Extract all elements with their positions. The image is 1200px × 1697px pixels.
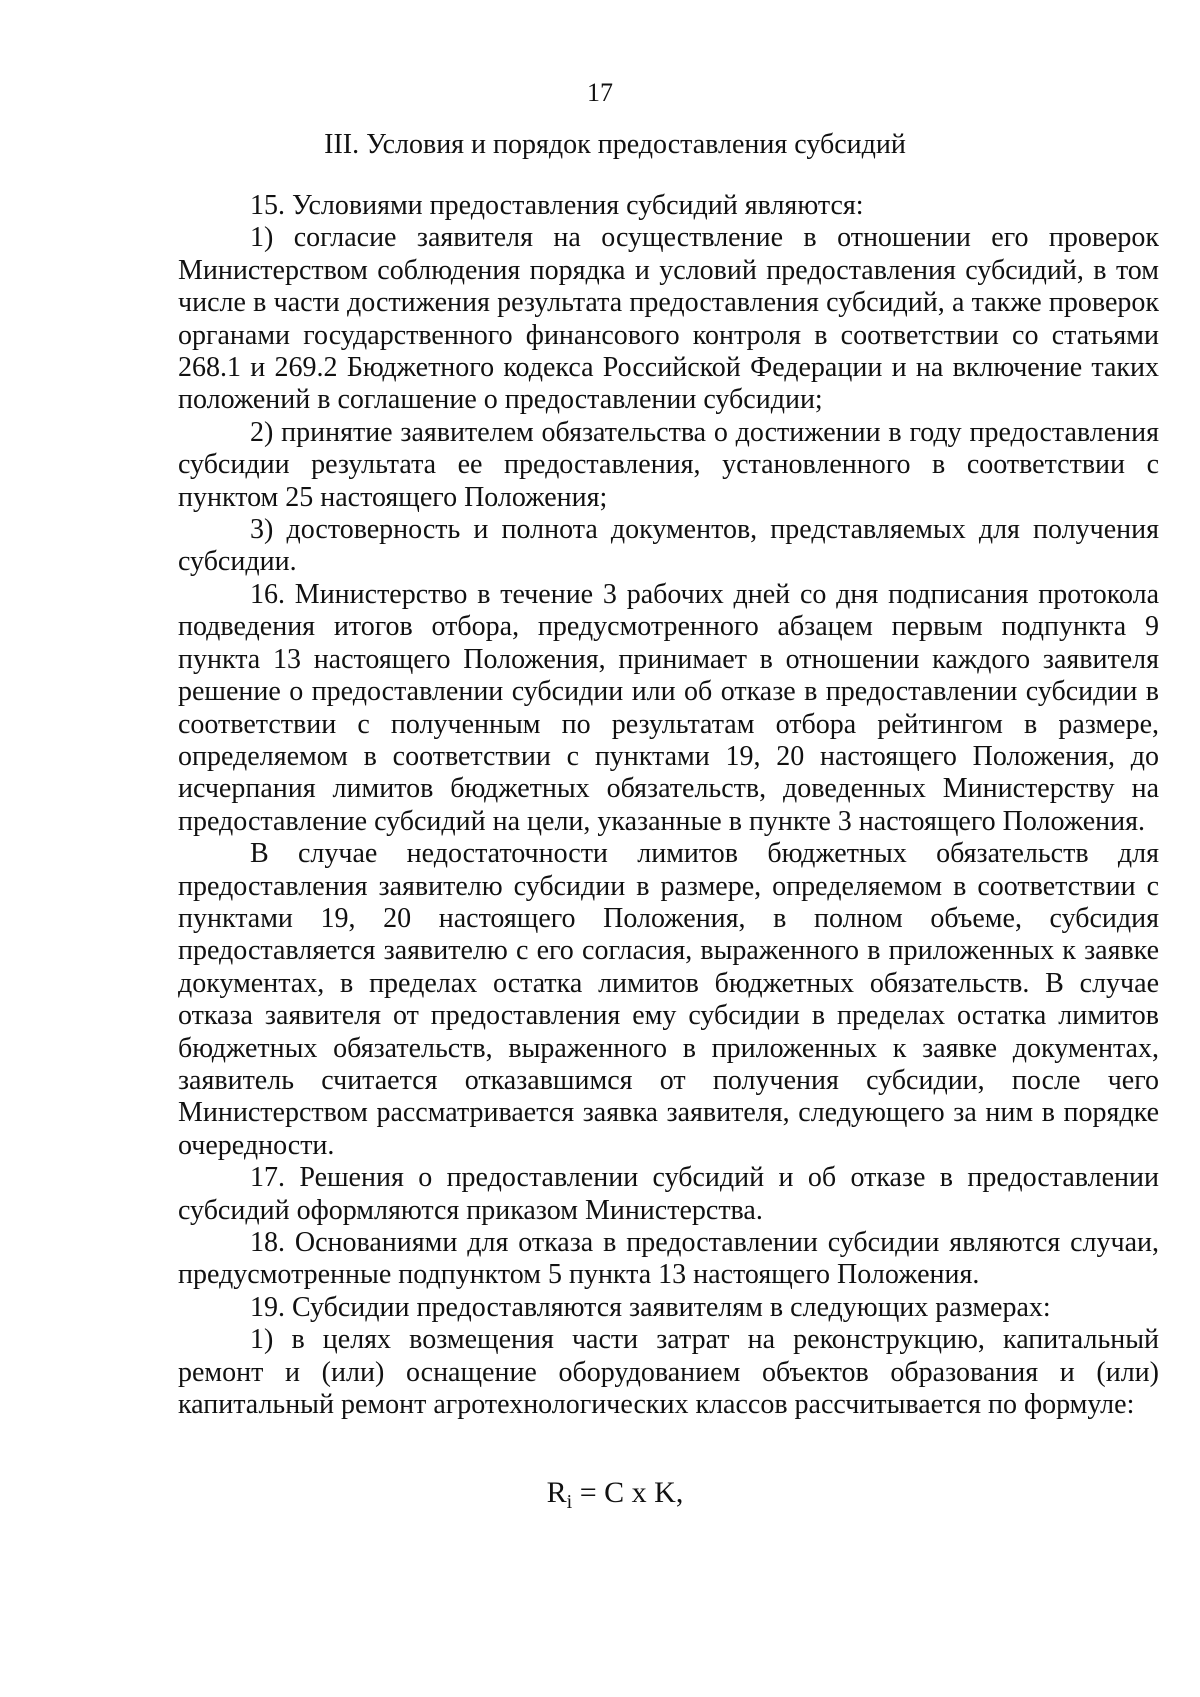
formula-lhs: R xyxy=(546,1476,567,1509)
paragraph-15-item-3: 3) достоверность и полнота документов, представляемых для получения субсидии. xyxy=(178,514,1159,578)
paragraph-16-second: В случае недостаточности лимитов бюджетных обязательств для предоставления заявителю субсидии в размере, определяемом в соответствии с пунктами 19, 20 настоящего Положения, в полном объеме, субсидия предоставляется заявителю с его согласия, выраженного в приложенных к заявке документах, в пределах остатка лимитов бюджетных обязательств. В случае отказа заявителя от предоставления ему субсидии в пределах остатка лимитов бюджетных обязательств, выраженного в приложенных к заявке документах, заявитель считается отказавшимся от получения субсидии, после чего Министерством рассматривается заявка заявителя, следующего за ним в порядке очередности. xyxy=(178,838,1159,1161)
paragraph-15-item-1: 1) согласие заявителя на осуществление в отношении его проверок Министерством соблюдения порядка и условий предоставления субсидий, в том числе в части достижения результата предоставления субсидий, а также проверок органами государственного финансового контроля в соответствии со статьями 268.1 и 269.2 Бюджетного кодекса Российской Федерации и на включение таких положений в соглашение о предоставлении субсидии; xyxy=(178,222,1159,416)
formula-subscript: i xyxy=(566,1491,573,1513)
paragraph-15-item-2: 2) принятие заявителем обязательства о достижении в году предоставления субсидии результата ее предоставления, установленного в соответствии с пунктом 25 настоящего Положения; xyxy=(178,416,1159,513)
formula xyxy=(0,1475,1200,1520)
paragraph-19-item-1: 1) в целях возмещения части затрат на реконструкцию, капитальный ремонт и (или) оснащение оборудованием объектов образования и (или) капитальный ремонт агротехнологических классов рассчитывается по формуле: xyxy=(178,1324,1159,1421)
paragraph-18: 18. Основаниями для отказа в предоставлении субсидии являются случаи, предусмотренные подпунктом 5 пункта 13 настоящего Положения. xyxy=(178,1227,1159,1291)
paragraph-19: 19. Субсидии предоставляются заявителям в следующих размерах: xyxy=(250,1291,1051,1323)
paragraph-17: 17. Решения о предоставлении субсидий и об отказе в предоставлении субсидий оформляются приказом Министерства. xyxy=(178,1162,1159,1226)
paragraph-15: 15. Условиями предоставления субсидий являются: xyxy=(250,190,864,221)
body-text xyxy=(178,190,1159,1421)
formula-rhs: = C x K, xyxy=(572,1476,684,1509)
paragraph-16: 16. Министерство в течение 3 рабочих дней со дня подписания протокола подведения итогов отбора, предусмотренного абзацем первым подпункта 9 пункта 13 настоящего Положения, принимает в отношении каждого заявителя решение о предоставлении субсидии или об отказе в предоставлении субсидии в соответствии с полученным по результатам отбора рейтингом в размере, определяемом в соответствии с пунктами 19, 20 настоящего Положения, до исчерпания лимитов бюджетных обязательств, доведенных Министерству на предоставление субсидий на цели, указанные в пункте 3 настоящего Положения. xyxy=(178,578,1159,837)
section-heading: III. Условия и порядок предоставления субсидий xyxy=(324,129,906,160)
page-number: 17 xyxy=(587,78,613,107)
